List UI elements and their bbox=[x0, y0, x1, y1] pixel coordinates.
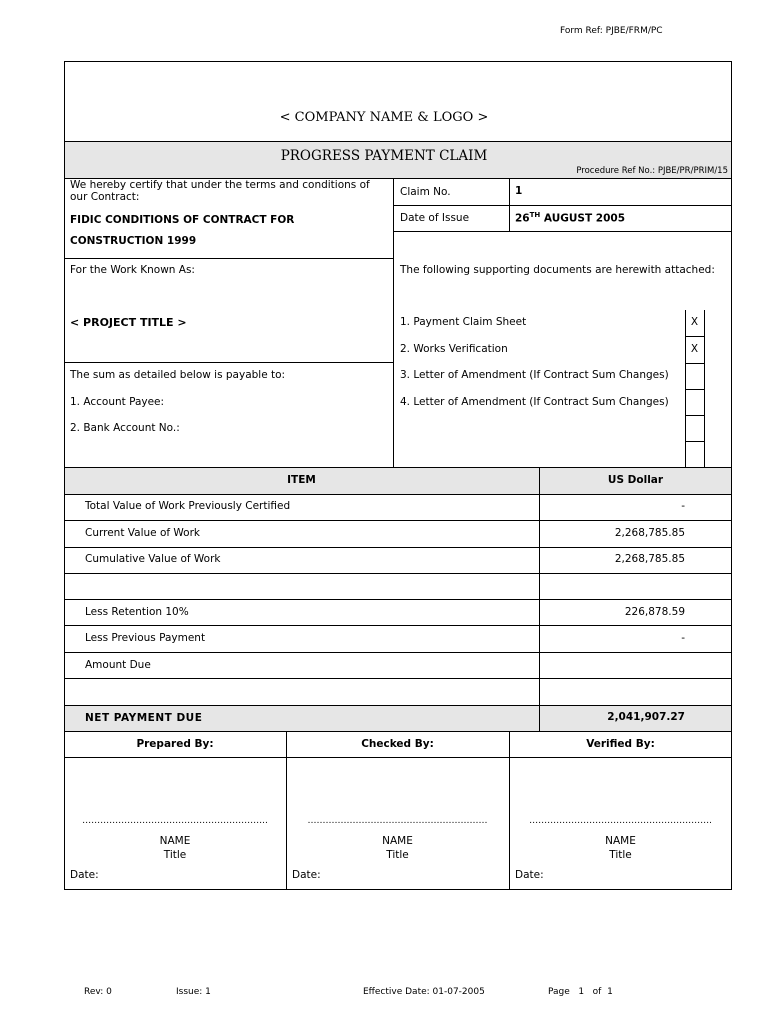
claim-no-label: Claim No. bbox=[400, 186, 451, 198]
divider bbox=[64, 731, 732, 732]
project-title: < PROJECT TITLE > bbox=[70, 316, 187, 329]
payable-to-label: The sum as detailed below is payable to: bbox=[70, 369, 286, 381]
divider bbox=[64, 705, 732, 706]
signatory-title: Title bbox=[163, 849, 187, 861]
footer-issue: Issue: 1 bbox=[176, 987, 211, 997]
doc-checkbox[interactable]: X bbox=[690, 316, 699, 328]
divider bbox=[64, 757, 732, 758]
divider bbox=[64, 362, 393, 363]
supporting-docs-label: The following supporting documents are herewith attached: bbox=[400, 264, 715, 276]
signatory-name: NAME bbox=[605, 835, 636, 847]
footer-revision: Rev: 0 bbox=[84, 987, 112, 997]
checkbox-divider bbox=[685, 336, 704, 337]
signatory-name: NAME bbox=[159, 835, 191, 847]
net-payment-label: NET PAYMENT DUE bbox=[85, 712, 203, 724]
supporting-doc-item: 2. Works Verification bbox=[400, 343, 508, 355]
account-payee-label: 1. Account Payee: bbox=[70, 396, 165, 408]
divider bbox=[64, 258, 393, 259]
supporting-doc-item: 3. Letter of Amendment (If Contract Sum Changes) bbox=[400, 369, 669, 381]
divider bbox=[64, 141, 732, 142]
divider bbox=[64, 652, 732, 653]
divider bbox=[64, 547, 732, 548]
column-divider bbox=[286, 731, 287, 890]
currency-column-header: US Dollar bbox=[607, 474, 664, 486]
signatory-title: Title bbox=[609, 849, 632, 861]
signatory-title: Title bbox=[386, 849, 409, 861]
column-divider bbox=[539, 467, 540, 731]
divider bbox=[64, 599, 732, 600]
table-row-amount: - bbox=[681, 632, 685, 644]
signature-line: …………………………………………………… bbox=[307, 816, 488, 826]
signature-date: Date: bbox=[515, 869, 544, 881]
divider bbox=[393, 205, 732, 206]
divider bbox=[64, 467, 732, 468]
form-title: PROGRESS PAYMENT CLAIM bbox=[280, 148, 488, 164]
table-row-amount: - bbox=[681, 500, 685, 512]
certify-text: We hereby certify that under the terms and conditions of our Contract: bbox=[70, 179, 370, 203]
divider bbox=[64, 520, 732, 521]
table-row-item: Less Retention 10% bbox=[85, 606, 189, 618]
bank-account-label: 2. Bank Account No.: bbox=[70, 422, 180, 434]
divider bbox=[64, 494, 732, 495]
date-of-issue-label: Date of Issue bbox=[400, 212, 470, 224]
divider bbox=[64, 573, 732, 574]
procedure-reference: Procedure Ref No.: PJBE/PR/PRIM/15 bbox=[576, 166, 728, 176]
supporting-doc-item: 4. Letter of Amendment (If Contract Sum Changes) bbox=[400, 396, 669, 408]
company-name-logo: < COMPANY NAME & LOGO > bbox=[279, 110, 489, 125]
column-divider bbox=[509, 731, 510, 890]
checkbox-divider bbox=[685, 389, 704, 390]
contract-line-1: FIDIC CONDITIONS OF CONTRACT FOR bbox=[70, 214, 295, 226]
claim-no-value: 1 bbox=[515, 185, 523, 197]
table-row-item: Total Value of Work Previously Certified bbox=[85, 500, 291, 512]
contract-line-2: CONSTRUCTION 1999 bbox=[70, 235, 197, 247]
verified-by-heading: Verified By: bbox=[586, 738, 655, 750]
signature-date: Date: bbox=[70, 869, 99, 881]
table-row-item: Cumulative Value of Work bbox=[85, 553, 221, 565]
doc-checkbox[interactable]: X bbox=[690, 343, 699, 355]
checkbox-column-right bbox=[704, 310, 705, 467]
checkbox-divider bbox=[685, 363, 704, 364]
divider bbox=[64, 625, 732, 626]
table-row-amount: 2,268,785.85 bbox=[614, 553, 685, 565]
signatory-name: NAME bbox=[382, 835, 413, 847]
work-known-as-label: For the Work Known As: bbox=[70, 264, 195, 276]
item-column-header: ITEM bbox=[287, 474, 316, 486]
divider bbox=[393, 231, 732, 232]
column-divider bbox=[393, 178, 394, 467]
footer-effective-date: Effective Date: 01-07-2005 bbox=[363, 987, 485, 997]
divider bbox=[64, 678, 732, 679]
checked-by-heading: Checked By: bbox=[361, 738, 434, 750]
date-of-issue-value: 26TH AUGUST 2005 bbox=[515, 211, 625, 225]
table-row-item: Current Value of Work bbox=[85, 527, 200, 539]
table-row-amount: 2,268,785.85 bbox=[614, 527, 685, 539]
signature-line: …………………………………………………….. bbox=[82, 816, 268, 826]
supporting-doc-item: 1. Payment Claim Sheet bbox=[400, 316, 527, 328]
prepared-by-heading: Prepared By: bbox=[136, 738, 214, 750]
table-row-item: Less Previous Payment bbox=[85, 632, 206, 644]
table-row-amount: 226,878.59 bbox=[624, 606, 685, 618]
form-reference: Form Ref: PJBE/FRM/PC bbox=[560, 26, 663, 36]
signature-line: ……………………………………………………. bbox=[529, 816, 712, 826]
signature-date: Date: bbox=[292, 869, 321, 881]
footer-page-number: Page 1 of 1 bbox=[548, 987, 613, 997]
checkbox-divider bbox=[685, 415, 704, 416]
column-divider bbox=[509, 178, 510, 231]
net-payment-amount: 2,041,907.27 bbox=[607, 711, 685, 723]
table-row-item: Amount Due bbox=[85, 659, 151, 671]
checkbox-divider bbox=[685, 441, 704, 442]
checkbox-column-left bbox=[685, 310, 686, 467]
